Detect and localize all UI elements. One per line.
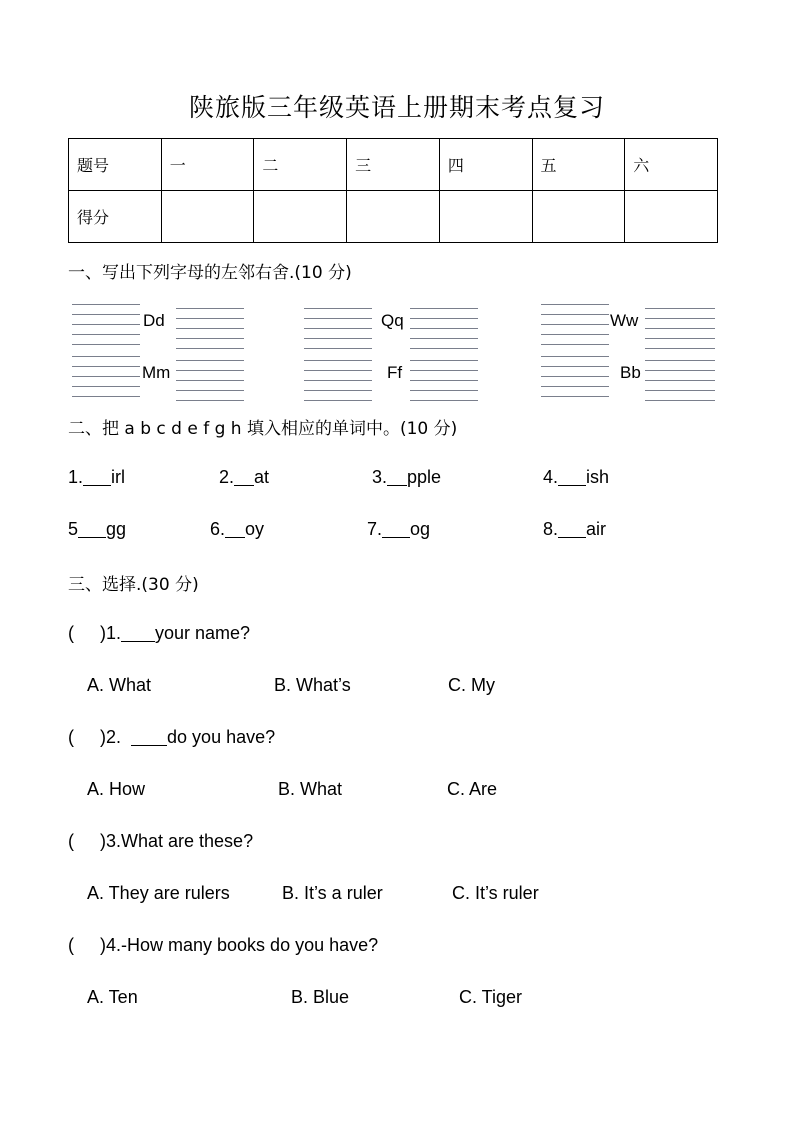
option-b[interactable]: B. What’s (274, 675, 351, 695)
option-a[interactable]: A. How (87, 779, 146, 799)
score-input-cell[interactable] (625, 191, 718, 243)
score-input-cell[interactable] (532, 191, 625, 243)
letter-group-ww[interactable] (541, 304, 717, 348)
letter-label: Ff (387, 363, 403, 382)
answer-blank[interactable] (131, 727, 167, 746)
fill-item: 8. air (543, 519, 607, 539)
section-2-heading: 二、把 a b c d e f g h 填入相应的单词中。(10 分) (68, 419, 458, 439)
option-c[interactable]: C. It’s ruler (452, 883, 539, 903)
table-row (69, 191, 718, 243)
letter-group-dd[interactable] (70, 304, 246, 348)
letter-group-bb[interactable] (541, 356, 717, 400)
table-cell: 二 (254, 139, 347, 191)
option-b[interactable]: B. It’s a ruler (282, 883, 383, 903)
section-3-heading: 三、选择.(30 分) (68, 575, 199, 595)
score-table (68, 138, 718, 243)
answer-blank[interactable] (382, 519, 410, 538)
option-b[interactable]: B. Blue (291, 987, 350, 1007)
question-4: ( )4.-How many books do you have? (68, 935, 379, 955)
section-1-heading: 一、写出下列字母的左邻右舍.(10 分) (68, 263, 352, 283)
answer-blank[interactable] (387, 467, 407, 486)
score-input-cell[interactable] (254, 191, 347, 243)
answer-blank[interactable] (234, 467, 254, 486)
fill-item: 5 gg (68, 519, 127, 539)
answer-blank[interactable] (558, 519, 586, 538)
option-b[interactable]: B. What (278, 779, 343, 799)
score-input-cell[interactable] (161, 191, 254, 243)
letter-group-ff[interactable] (304, 356, 480, 400)
letter-group-qq[interactable] (304, 304, 480, 348)
letter-label: Mm (142, 363, 171, 382)
letter-label: Dd (143, 311, 165, 330)
fill-item: 3. pple (372, 467, 442, 487)
table-row (69, 139, 718, 191)
score-input-cell[interactable] (439, 191, 532, 243)
letter-label: Ww (610, 311, 639, 330)
table-cell: 五 (532, 139, 625, 191)
answer-blank[interactable] (83, 467, 111, 486)
letter-group-mm[interactable] (70, 356, 246, 400)
table-cell: 四 (439, 139, 532, 191)
fill-item: 7. og (367, 519, 431, 539)
page-title: 陕旅版三年级英语上册期末考点复习 (188, 93, 605, 122)
question-1: ( )1. your name? (68, 623, 251, 643)
fill-item: 4. ish (543, 467, 610, 487)
table-cell: 得分 (69, 191, 162, 243)
option-a[interactable]: A. They are rulers (87, 883, 230, 903)
answer-blank[interactable] (558, 467, 586, 486)
fill-item: 2. at (219, 467, 270, 487)
answer-blank[interactable] (121, 623, 155, 642)
fill-item: 1. irl (68, 467, 126, 487)
option-a[interactable]: A. What (87, 675, 152, 695)
option-a[interactable]: A. Ten (87, 987, 138, 1007)
option-c[interactable]: C. Are (447, 779, 498, 799)
answer-blank[interactable] (225, 519, 245, 538)
question-2: ( )2. do you have? (68, 727, 276, 747)
score-input-cell[interactable] (347, 191, 440, 243)
option-c[interactable]: C. Tiger (459, 987, 523, 1007)
fill-item: 6. oy (210, 519, 265, 539)
table-cell: 题号 (69, 139, 162, 191)
table-cell: 一 (161, 139, 254, 191)
answer-blank[interactable] (78, 519, 106, 538)
option-c[interactable]: C. My (448, 675, 495, 695)
table-cell: 六 (625, 139, 718, 191)
letter-label: Bb (620, 363, 641, 382)
letter-label: Qq (381, 311, 404, 330)
question-3: ( )3.What are these? (68, 831, 254, 851)
table-cell: 三 (347, 139, 440, 191)
